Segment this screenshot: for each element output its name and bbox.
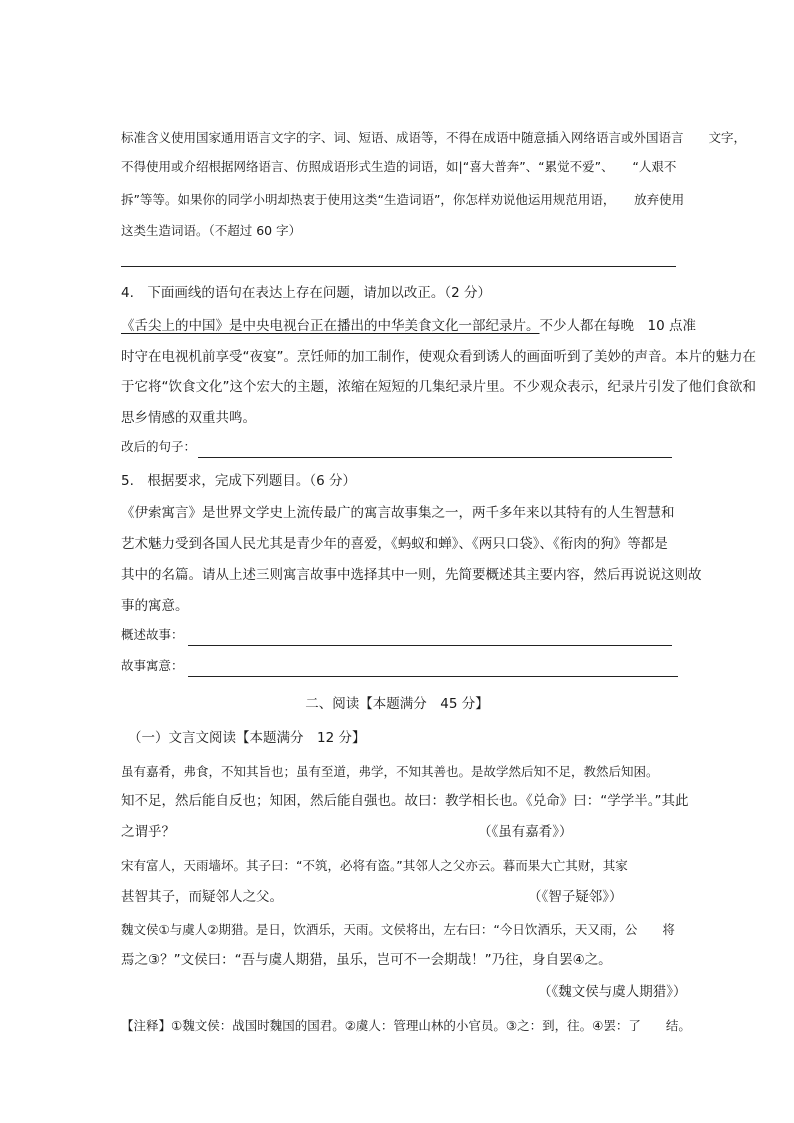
q4-answer-line[interactable]: [198, 457, 672, 458]
q5-line-3: 其中的名篇。请从上述三则寓言故事中选择其中一则，先简要概述其主要内容，然后再说说这则故: [121, 567, 702, 583]
q4-answer-label: 改后的句子：: [121, 439, 197, 454]
notes-line-1: 【注释】①魏文侯：战国时魏国的国君。②虞人：管理山林的小官员。③之：到，往。④罢：了 结。: [121, 1018, 691, 1033]
passage3-line-2: 焉之③？”文侯曰：“吾与虞人期猎，虽乐，岂可不一会期哉！”乃往，身自罢④之。: [121, 952, 612, 968]
q4-heading: 4. 下面画线的语句在表达上存在问题，请加以改正。（2 分）: [121, 285, 492, 301]
passage2-source: （《智子疑邻》）: [528, 889, 623, 905]
q3-line-3: 拆”等等。如果你的同学小明却热衷于使用这类“生造词语”，你怎样劝说他运用规范用语， 放弃使用: [121, 192, 685, 207]
q4-line-4: 思乡情感的双重共鸣。: [121, 410, 256, 426]
q4-line-3: 于它将“饮食文化”这个宏大的主题，浓缩在短短的几集纪录片里。不少观众表示，纪录片引发了他们食欲和: [121, 379, 756, 395]
q5-moral-line[interactable]: [188, 676, 678, 677]
q4-line-1: [121, 316, 696, 336]
q3-line-1: 标准含义使用国家通用语言文字的字、词、短语、成语等，不得在成语中随意插入网络语言或外国语言 文字，: [121, 130, 747, 145]
passage3-source: （《魏文侯与虞人期猎》）: [538, 984, 687, 1000]
passage2-line-2: 甚智其子，而疑邻人之父。: [121, 889, 283, 905]
q5-line-2: 艺术魅力受到各国人民尤其是青少年的喜爱，《蚂蚁和蝉》、《两只口袋》、《衔肉的狗》等都是: [121, 536, 668, 552]
passage1-line-2: 知不足，然后能自反也；知困，然后能自强也。故曰：教学相长也。《兑命》曰：“学学半。”其此: [121, 793, 689, 809]
section2-heading: 二、阅读【本题满分 45 分】: [305, 696, 489, 712]
q3-line-2: 不得使用或介绍根据网络语言、仿照成语形式生造的词语，如|“喜大普奔”、“累觉不爱”、 “人艰不: [121, 159, 677, 174]
passage2-line-1: 宋有富人，天雨墙坏。其子曰：“不筑，必将有盗。”其邻人之父亦云。暮而果大亡其财，其家: [121, 858, 628, 873]
passage1-line-3: 之谓乎？: [121, 824, 175, 840]
q5-moral-label: 故事寓意：: [121, 658, 184, 673]
passage1-source: （《虽有嘉肴》）: [478, 824, 573, 840]
section2-subheading: （一）文言文阅读【本题满分 12 分】: [128, 730, 366, 746]
q4-line-1-rest: 不少人都在每晚 10 点准: [539, 318, 696, 334]
q4-underlined-sentence: 《舌尖上的中国》是中央电视台正在播出的中华美食文化一部纪录片。: [121, 318, 540, 334]
q4-line-2: 时守在电视机前享受“夜宴”。烹饪师的加工制作，使观众看到诱人的画面听到了美妙的声音。本片的魅力在: [121, 349, 756, 365]
q5-line-4: 事的寓意。: [121, 598, 189, 614]
q5-summary-label: 概述故事：: [121, 627, 184, 642]
passage1-line-1: 虽有嘉肴，弗食，不知其旨也；虽有至道，弗学，不知其善也。是故学然后知不足，教然后知困。: [121, 764, 659, 779]
q5-line-1: 《伊索寓言》是世界文学史上流传最广的寓言故事集之一，两千多年来以其特有的人生智慧和: [121, 505, 675, 521]
q3-line-4: 这类生造词语。（不超过 60 字）: [121, 223, 302, 238]
q5-heading: 5. 根据要求，完成下列题目。（6 分）: [121, 473, 357, 489]
passage3-line-1: 魏文侯①与虞人②期猎。是日，饮酒乐，天雨。文侯将出，左右曰：“今日饮酒乐，天又雨，公 将: [121, 922, 675, 937]
q5-summary-line[interactable]: [188, 645, 672, 646]
q3-answer-line[interactable]: [121, 266, 676, 267]
